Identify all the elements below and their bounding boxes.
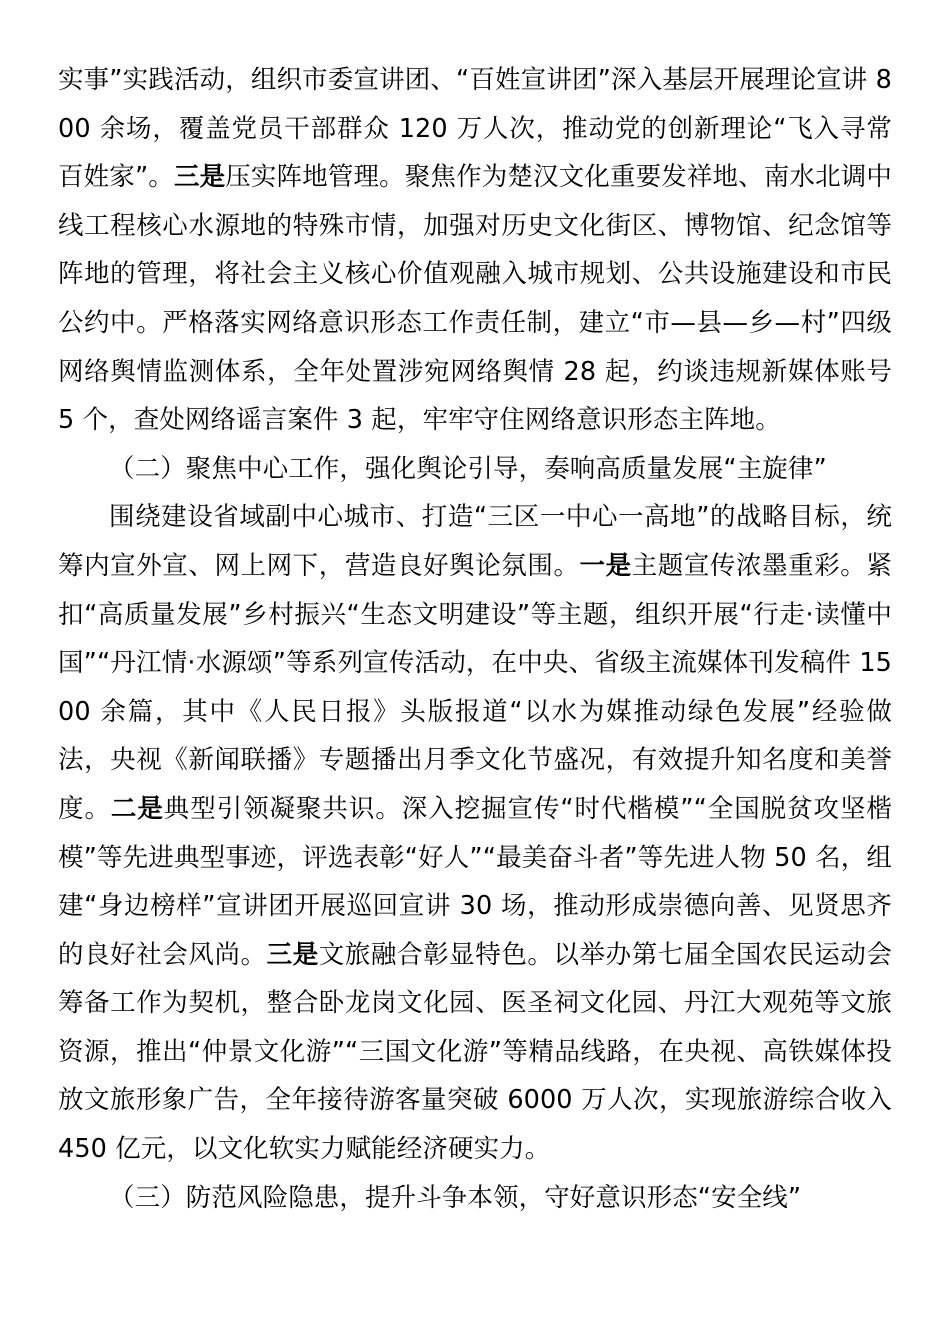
text-run-0: （二）聚焦中心工作，强化舆论引导，奏响高质量发展“主旋律” bbox=[109, 453, 827, 484]
text-run-2: 压实阵地管理。聚焦作为楚汉文化重要发祥地、南水北调中线工程核心水源地的特殊市情，加强对历史文化街区、博物馆、纪念馆等阵地的管理，将社会主义核心价值观融入城市规划、公共设施建设和市民公约中。严格落实网络意识形态工作责任制，建立“市—县—乡—村”四级网络舆情监测体系，全年处置涉宛网络舆情 28 起，约谈违规新媒体账号 5 个，查处网络谣言案件 3 起，牢牢守住网络意识形态主阵地。 bbox=[58, 162, 892, 436]
section-heading-three bbox=[58, 1174, 892, 1223]
body-text-column bbox=[58, 56, 892, 1222]
text-run-0: （三）防范风险隐患，提升斗争本领，守好意识形态“安全线” bbox=[109, 1182, 802, 1213]
section-heading-two bbox=[58, 445, 892, 494]
paragraph-continuation-position-management bbox=[58, 56, 892, 445]
text-run-0: 围绕建设省域副中心城市、打造“三区一中心一高地”的战略目标，统筹内宣外宣、网上网下，营造良好舆论氛围。 bbox=[58, 502, 892, 581]
enumeration-marker: 三是 bbox=[266, 939, 319, 970]
enumeration-marker: 一是 bbox=[579, 550, 632, 581]
enumeration-marker: 三是 bbox=[173, 162, 226, 193]
text-run-6: 文旅融合彰显特色。以举办第七届全国农民运动会筹备工作为契机，整合卧龙岗文化园、医圣祠文化园、丹江大观苑等文旅资源，推出“仲景文化游”“三国文化游”等精品线路，在央视、高铁媒体投放文旅形象广告，全年接待游客量突破 6000 万人次，实现旅游综合收入 450 亿元，以文化软实力赋能经济硬实力。 bbox=[58, 939, 892, 1165]
paragraph-public-opinion-guidance bbox=[58, 493, 892, 1173]
enumeration-marker: 二是 bbox=[110, 793, 164, 824]
text-run-4: 典型引领凝聚共识。深入挖掘宣传“时代楷模”“全国脱贫攻坚楷模”等先进典型事迹，评选表彰“好人”“最美奋斗者”等先进人物 50 名，组建“身边榜样”宣讲团开展巡回宣讲 30 场，推动形成崇德向善、见贤思齐的良好社会风尚。 bbox=[58, 793, 893, 970]
text-run-0: 实事”实践活动，组织市委宣讲团、“百姓宣讲团”深入基层开展理论宣讲 800 余场，覆盖党员干部群众 120 万人次，推动党的创新理论“飞入寻常百姓家”。 bbox=[58, 65, 892, 193]
text-run-2: 主题宣传浓墨重彩。紧扣“高质量发展”乡村振兴“生态文明建设”等主题，组织开展“行走·读懂中国”“丹江情·水源颂”等系列宣传活动，在中央、省级主流媒体刊发稿件 1500 余篇，其中《人民日报》头版报道“以水为媒推动绿色发展”经验做法，央视《新闻联播》专题播出月季文化节盛况，有效提升知名度和美誉度。 bbox=[58, 550, 892, 824]
